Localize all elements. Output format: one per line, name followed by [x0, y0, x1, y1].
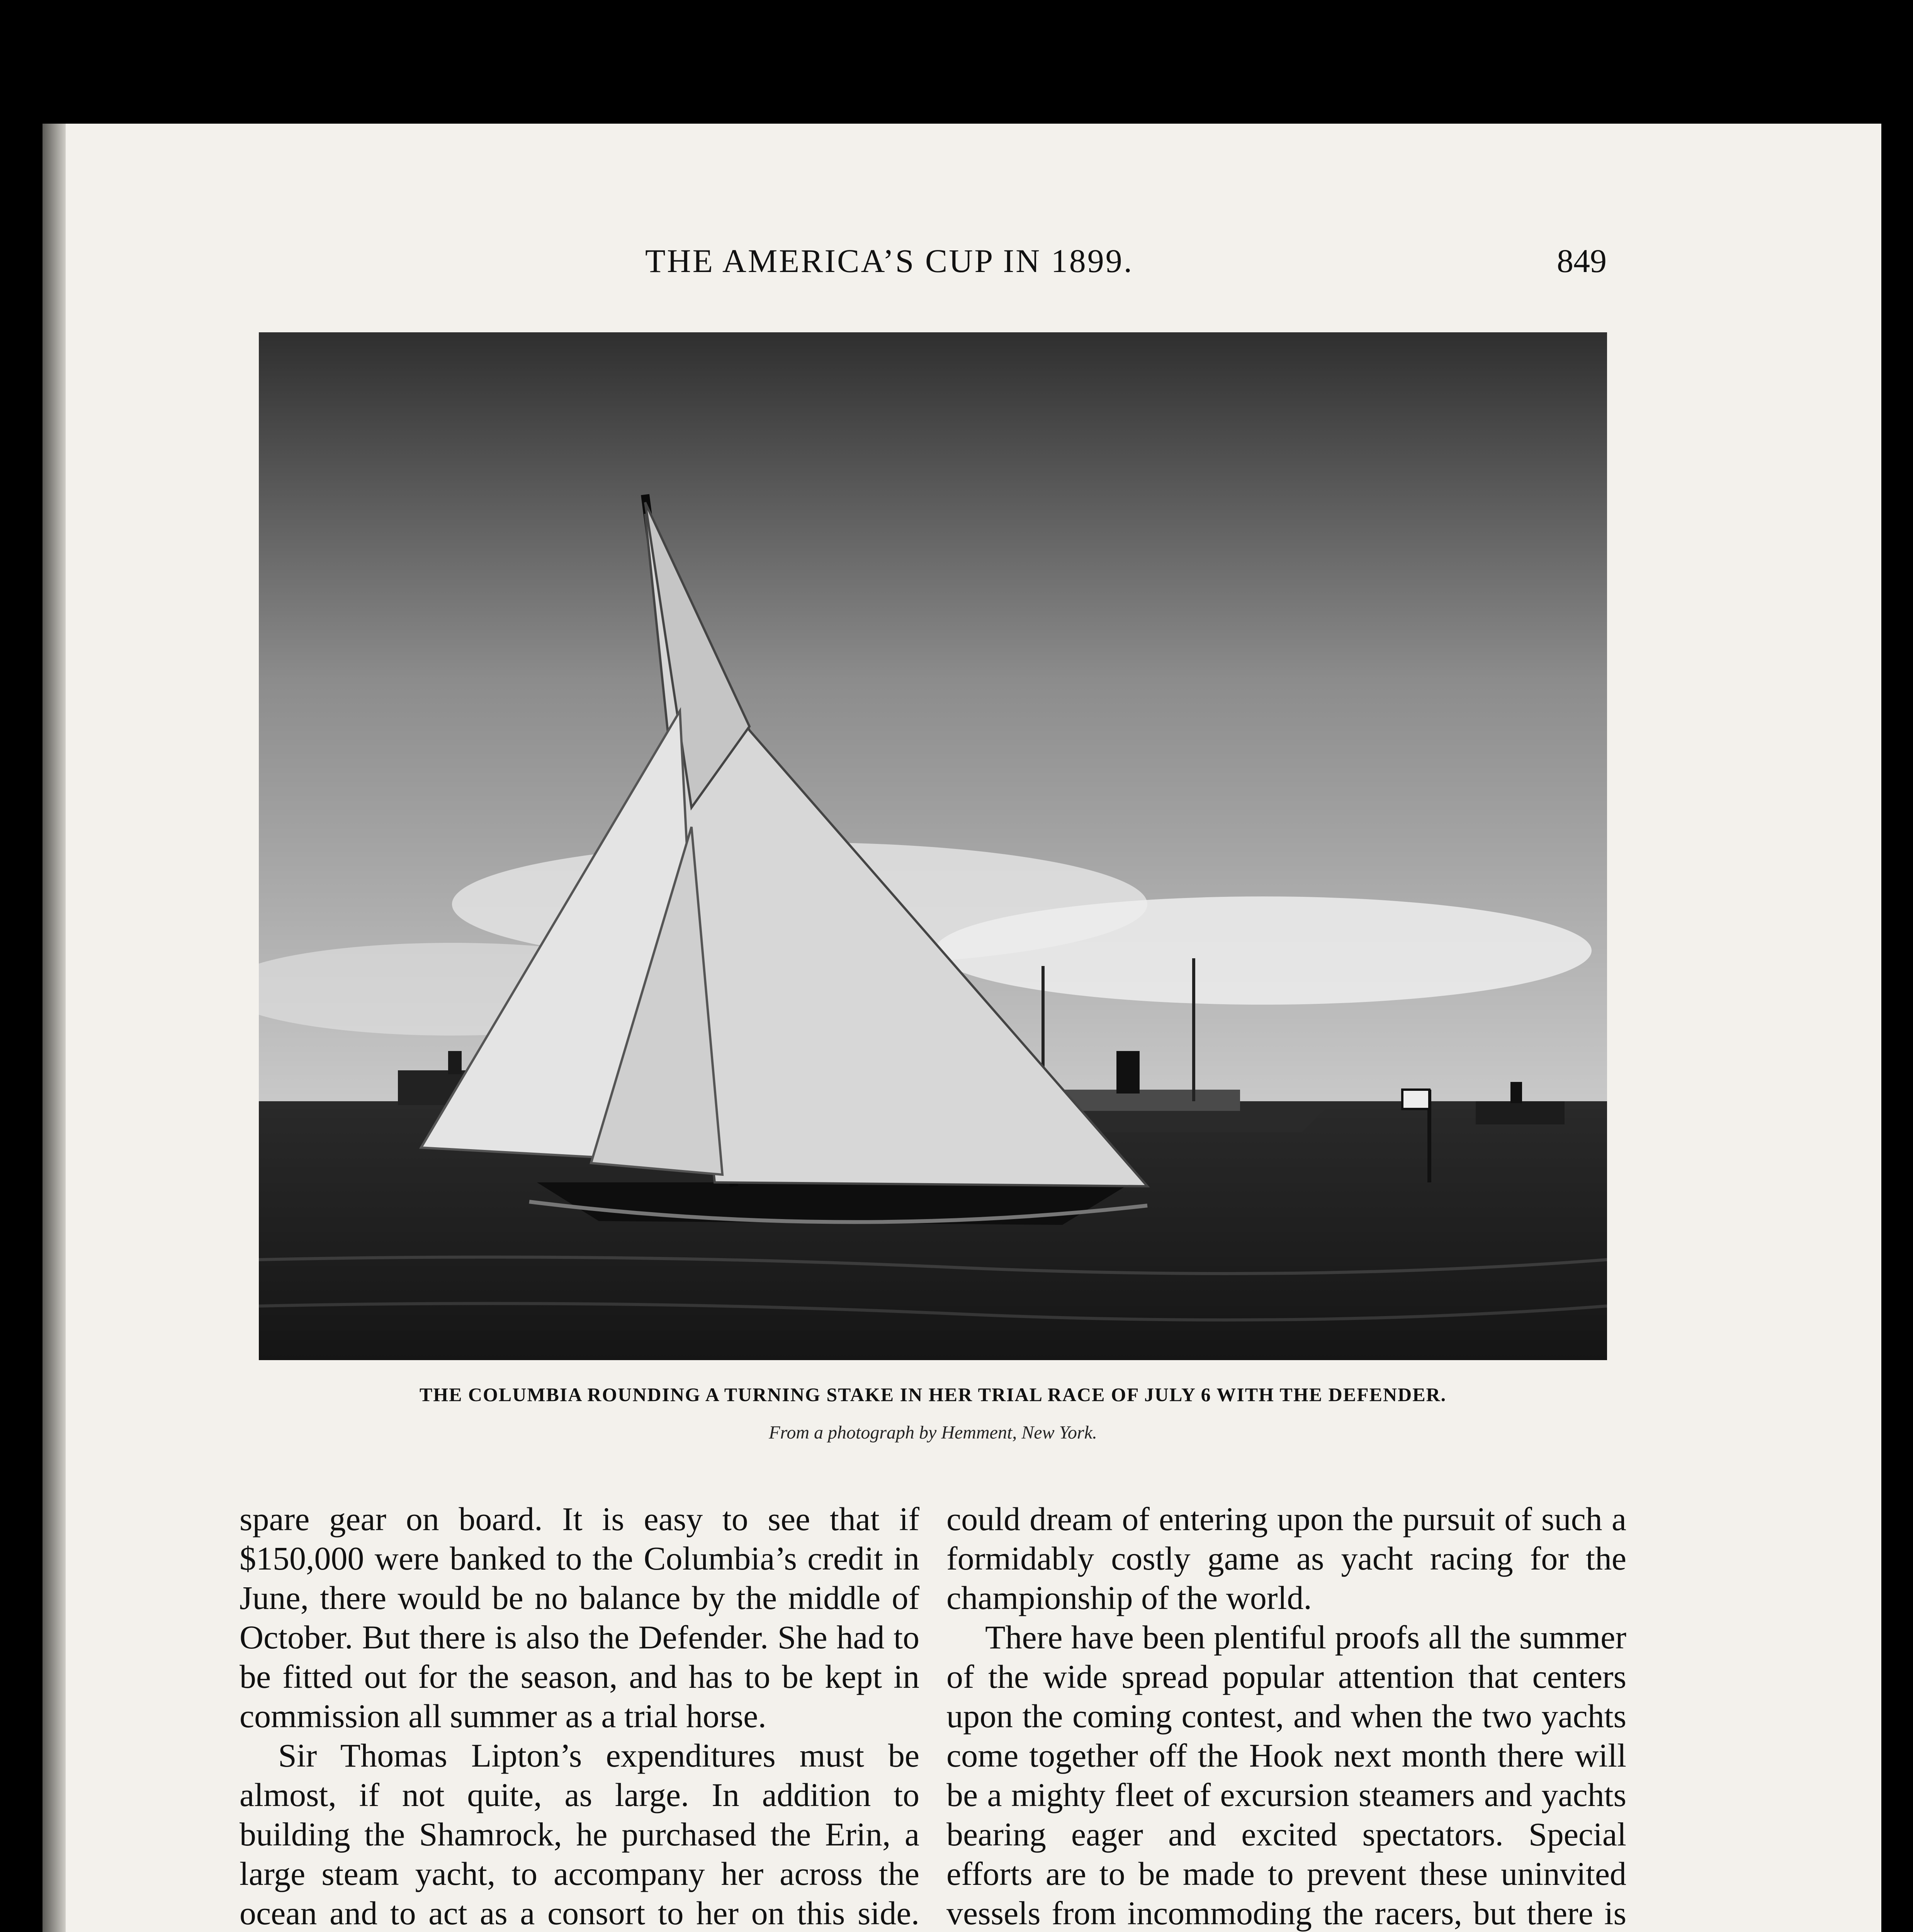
turning-stake-flag	[1402, 1090, 1429, 1109]
yacht-hull	[537, 1182, 1132, 1225]
text-column-left	[240, 1499, 919, 1932]
steamer-center-funnel	[1116, 1051, 1140, 1094]
paragraph: spare gear on board. It is easy to see that if $150,000 were banked to the Columbia’s credit in June, there would be no balance by the middle of October. But there is also the Defender. She had to be fitted out for the season, and has to be kept in commission all summer as a trial horse.	[240, 1500, 919, 1735]
photo-illustration	[259, 332, 1607, 1360]
photo-credit: From a photograph by Hemment, New York.	[769, 1422, 1097, 1443]
yacht-photograph	[259, 332, 1607, 1360]
figure-caption: THE COLUMBIA ROUNDING A TURNING STAKE IN HER TRIAL RACE OF JULY 6 WITH THE DEFENDER.	[419, 1384, 1447, 1405]
cloud	[935, 896, 1592, 1005]
page-number: 849	[1557, 242, 1607, 279]
paragraph: There have been plentiful proofs all the summer of the wide spread popular attention that centers upon the coming contest, and when the two yachts come together off the Hook next month there will be a mighty fleet of excursion steamers and yachts bearing eager and excited spectators. Special efforts are to be made to prevent these uninvited vessels from incommoding the racers, but there is	[946, 1619, 1626, 1932]
running-head: THE AMERICA’S CUP IN 1899.	[645, 242, 1134, 279]
paragraph: could dream of entering upon the pursuit of such a formidably costly game as yacht racing for the championship of the world.	[946, 1500, 1626, 1616]
paragraph: Sir Thomas Lipton’s expenditures must be almost, if not quite, as large. In addition to building the Shamrock, he purchased the Erin, a large steam yacht, to accompany her across the ocean and to act as a consort to her on this side.	[240, 1737, 919, 1932]
page-spine-shadow	[42, 124, 66, 1932]
text-column-right	[946, 1499, 1626, 1932]
steamer-right-funnel	[1510, 1082, 1522, 1103]
steamer-right	[1476, 1101, 1565, 1124]
steamer-left-funnel	[448, 1051, 462, 1074]
